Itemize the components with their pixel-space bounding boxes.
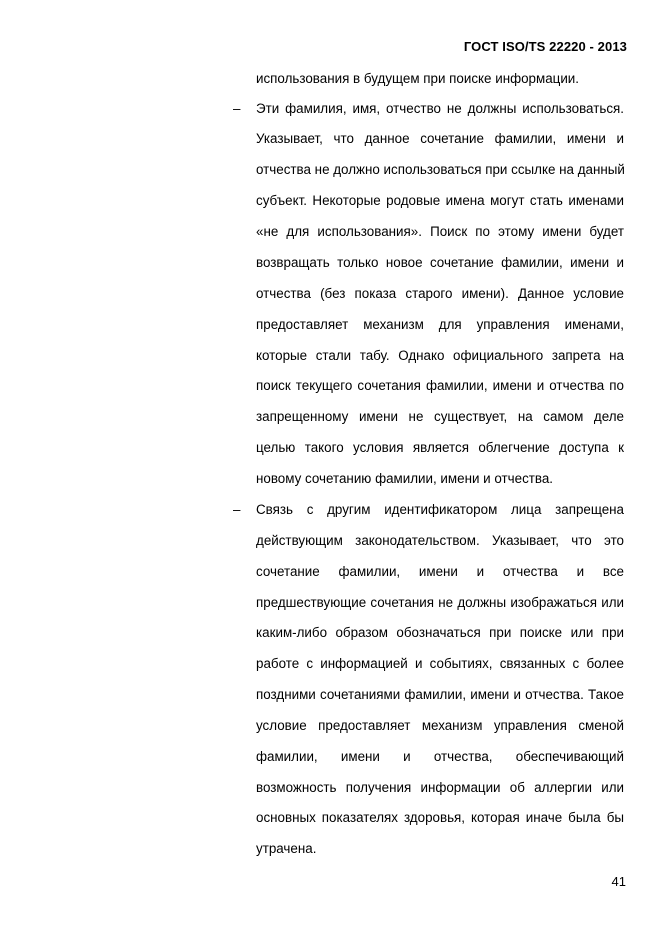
text-line: Эти фамилия, имя, отчество не должны использоваться.	[256, 101, 624, 116]
text-line: Указывает, что данное сочетание фамилии, имени и	[256, 131, 624, 146]
text-line: использования в будущем при поиске информации.	[256, 71, 580, 86]
text-line: запрещенному имени не существует, на самом деле	[256, 409, 624, 424]
text-line: поздними сочетаниями фамилии, имени и отчества. Такое	[256, 687, 624, 702]
text-line: «не для использования». Поиск по этому имени будет	[256, 224, 624, 239]
text-line: каким-либо образом обозначаться при поиске или при	[256, 625, 624, 640]
text-line: целью такого условия является облегчение доступа к	[256, 440, 624, 455]
text-line: предшествующие сочетания не должны изображаться или	[256, 595, 624, 610]
text-line: действующим законодательством. Указывает, что это	[256, 533, 624, 548]
text-line: предоставляет механизм для управления именами,	[256, 317, 624, 332]
text-line: фамилии, имени и отчества, обеспечивающий	[256, 749, 624, 764]
text-line: сочетание фамилии, имени и отчества и все	[256, 564, 624, 579]
text-line: работе с информацией и событиях, связанных с более	[256, 656, 624, 671]
text-line: субъект. Некоторые родовые имена могут стать именами	[256, 193, 624, 208]
text-line: возвращать только новое сочетание фамилии, имени и	[256, 255, 624, 270]
page-number: 41	[611, 874, 626, 889]
text-line: возможность получения информации об аллергии или	[256, 780, 624, 795]
list-bullet: –	[233, 101, 241, 116]
text-line: новому сочетанию фамилии, имени и отчества.	[256, 471, 554, 486]
text-line: условие предоставляет механизм управления сменой	[256, 718, 624, 733]
text-line: утрачена.	[256, 841, 317, 856]
text-line: поиск текущего сочетания фамилии, имени и отчества по	[256, 378, 624, 393]
text-line: которые стали табу. Однако официального запрета на	[256, 348, 624, 363]
list-bullet: –	[233, 502, 241, 517]
text-line: основных показателях здоровья, которая иначе была бы	[256, 810, 624, 825]
document-header: ГОСТ ISO/TS 22220 - 2013	[463, 39, 627, 54]
text-line: отчества не должно использоваться при ссылке на данный	[256, 162, 625, 177]
text-line: Связь с другим идентификатором лица запрещена	[256, 502, 624, 517]
text-line: отчества (без показа старого имени). Данное условие	[256, 286, 624, 301]
